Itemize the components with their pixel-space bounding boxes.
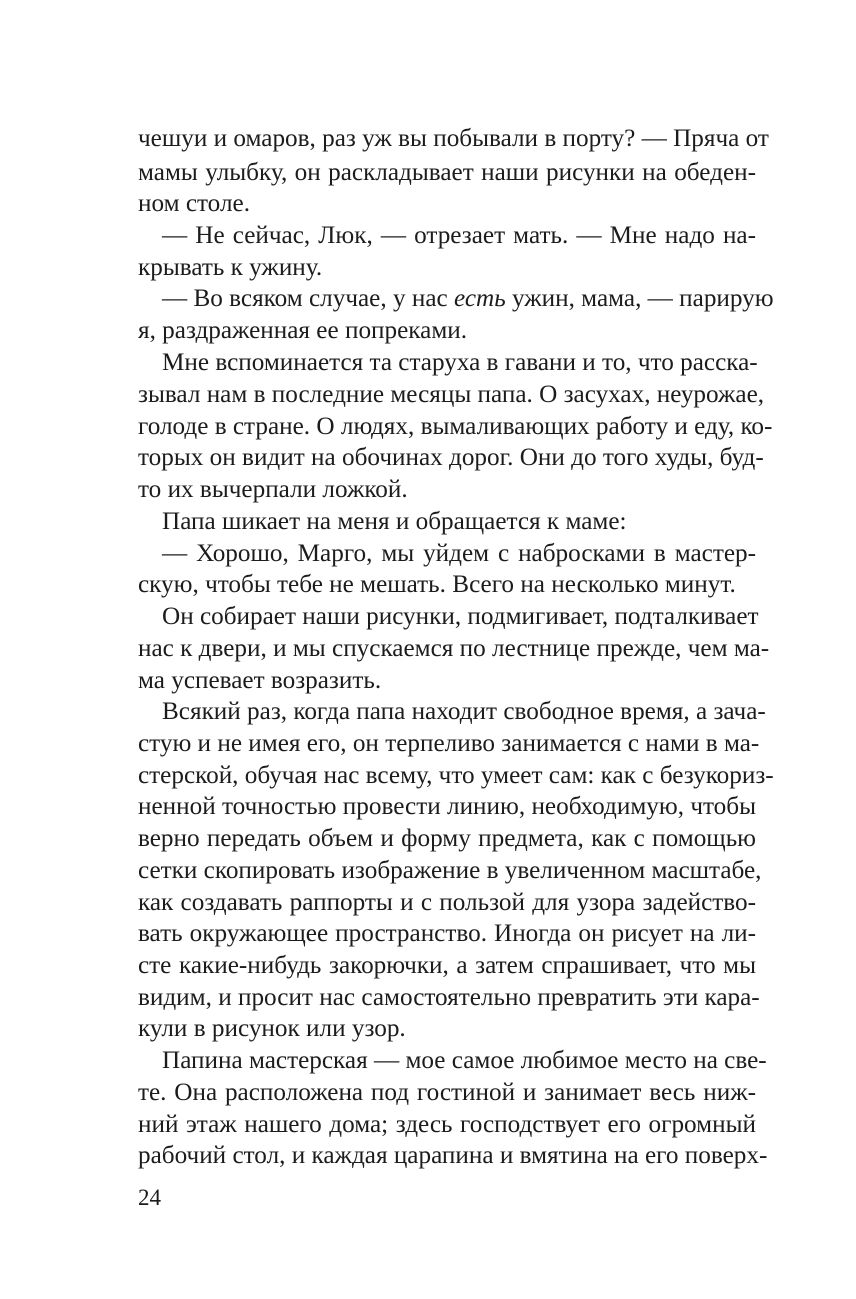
text-line: видим, и просит нас самостоятельно превратить эти кара- [138,984,760,1011]
text-line: крывать к ужину. [138,254,323,281]
emphasis-word: есть [453,285,506,312]
text-line: те. Она расположена под гостиной и занимает весь ниж- [138,1079,756,1106]
text-line: верно передать объем и форму предмета, как с помощью [138,825,756,852]
text-line: чешуи и омаров, раз уж вы побывали в порту? — Пряча от [138,125,769,152]
text-line: Папина мастерская — мое самое любимое место на све- [162,1047,767,1074]
text-line: торых он видит на обочинах дорог. Они до того худы, буд- [138,444,764,471]
text-line [162,282,774,316]
text-line: рабочий стол, и каждая царапина и вмятина на его поверх- [138,1142,768,1169]
text-line: ненной точностью провести линию, необходимую, чтобы [138,793,756,820]
text-line: как создавать раппорты и с пользой для узора задейство- [138,889,756,916]
text-line: скую, чтобы тебе не мешать. Всего на несколько минут. [138,571,736,598]
text-line: стерской, обучая нас всему, что умеет сам: как с безукориз- [138,762,774,789]
text-line: — Не сейчас, Люк, — отрезает мать. — Мне надо на- [162,222,756,249]
text-line: Всякий раз, когда папа находит свободное время, а зача- [162,698,766,725]
text-run: ужин, мама, — парирую [505,285,774,312]
text-line: Мне вспоминается та старуха в гавани и то, что расска- [162,349,758,376]
text-line: сте какие-нибудь закорючки, а затем спрашивает, что мы [138,952,756,979]
text-line: ном столе. [138,190,250,217]
text-line: я, раздраженная ее попреками. [138,317,468,344]
text-line: голоде в стране. О людях, вымаливающих работу и еду, ко- [138,413,773,440]
text-line: Папа шикает на меня и обращается к маме: [162,508,627,535]
page-number: 24 [138,1185,161,1210]
text-run: — Во всяком случае, у нас [162,285,454,312]
text-line: зывал нам в последние месяцы папа. О засухах, неурожае, [138,381,765,408]
text-line: сетки скопировать изображение в увеличенном масштабе, [138,857,762,884]
text-line: мамы улыбку, он раскладывает наши рисунки на обеден- [138,159,756,186]
text-line: Он собирает наши рисунки, подмигивает, подталкивает [162,603,759,630]
text-line: стую и не имея его, он терпеливо занимается с нами в ма- [138,730,760,757]
text-line: вать окружающее пространство. Иногда он рисует на ли- [138,920,756,947]
text-line: нас к двери, и мы спускаемся по лестнице прежде, чем ма- [138,635,770,662]
text-line: кули в рисунок или узор. [138,1015,406,1042]
text-line: ма успевает возразить. [138,667,382,694]
text-line: то их вычерпали ложкой. [138,476,408,503]
text-line: — Хорошо, Марго, мы уйдем с набросками в мастер- [162,540,756,567]
text-line: ний этаж нашего дома; здесь господствует его огромный [138,1111,756,1138]
